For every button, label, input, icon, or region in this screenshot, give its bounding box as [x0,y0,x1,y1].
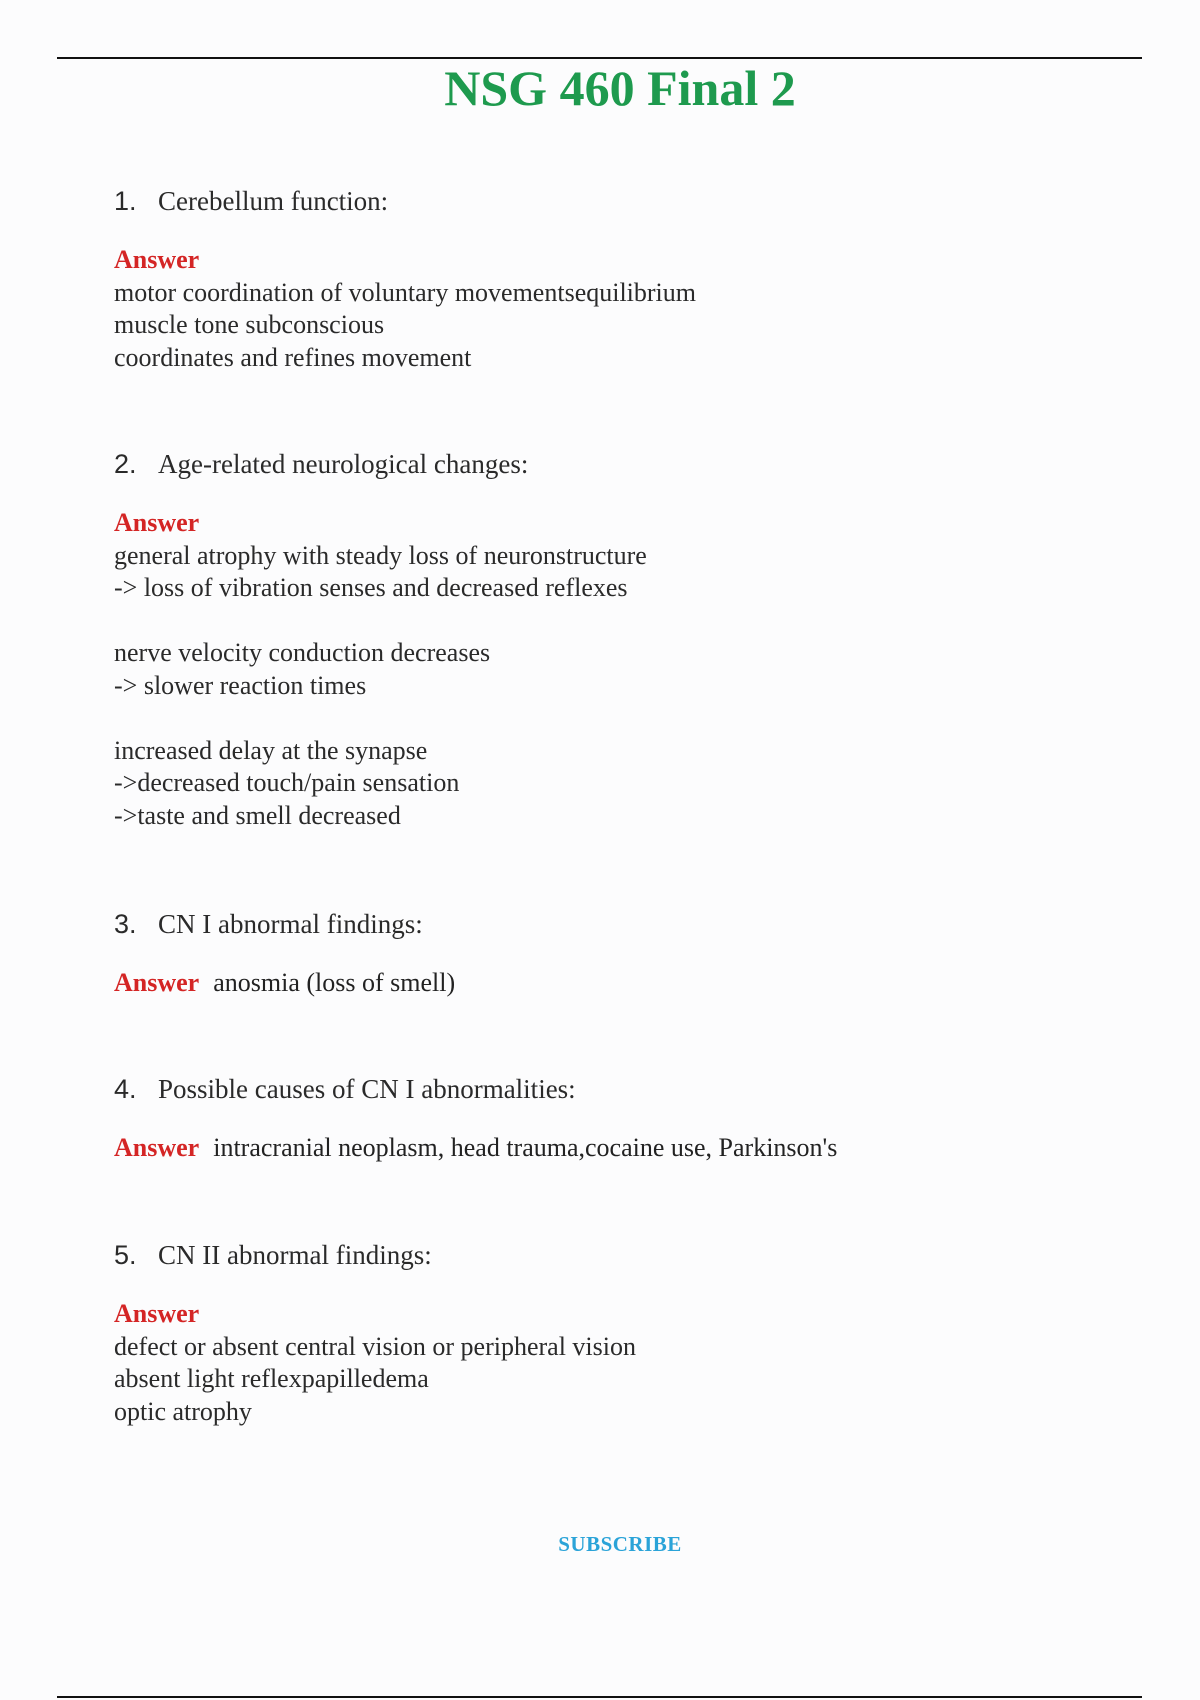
bottom-rule [57,1696,1142,1698]
answer-line: defect or absent central vision or peripheral vision [114,1331,636,1361]
question-number: 5. [114,1240,137,1270]
answer-line: nerve velocity conduction decreases [114,638,491,667]
question-number: 4. [114,1074,137,1104]
answer-line: ->decreased touch/pain sensation [114,768,460,797]
answer-line: optic atrophy [114,1396,252,1426]
answer-line: general atrophy with steady loss of neuronstructure [114,540,647,570]
subscribe-link[interactable]: SUBSCRIBE [558,1532,682,1556]
answer-block [114,507,1114,832]
question-number: 2. [114,449,137,479]
question-heading [114,184,1114,218]
question-text: Age-related neurological changes: [158,449,529,479]
answer-line: absent light reflexpapilledema [114,1364,429,1393]
answer-line: -> loss of vibration senses and decreased reflexes [114,573,628,602]
answer-line: motor coordination of voluntary movementsequilibrium [114,277,697,307]
answer-text: intracranial neoplasm, head trauma,cocaine use, Parkinson's [213,1133,838,1162]
question-2 [114,447,1114,832]
answer-label: Answer [114,508,200,537]
question-text: Cerebellum function: [158,186,389,216]
question-heading [114,1238,1114,1272]
question-text: CN I abnormal findings: [158,909,423,939]
question-5 [114,1238,1114,1428]
question-4 [114,1072,1114,1165]
answer-text: anosmia (loss of smell) [213,968,456,997]
answer-line: -> slower reaction times [114,670,367,700]
answer-label: Answer [114,1299,200,1328]
page-title: NSG 460 Final 2 [444,60,796,116]
answer-label: Answer [114,968,200,997]
answer-line: increased delay at the synapse [114,735,428,765]
answer-block [114,244,1114,374]
question-text: Possible causes of CN I abnormalities: [158,1074,576,1104]
question-heading [114,1072,1114,1106]
answer-block [114,1298,1114,1428]
answer-label: Answer [114,245,200,274]
question-3 [114,907,1114,1000]
question-heading [114,447,1114,481]
answer-block [114,967,1114,1000]
question-1 [114,184,1114,374]
answer-line: ->taste and smell decreased [114,800,401,830]
answer-line: muscle tone subconscious [114,310,385,339]
answer-block [114,1132,1114,1165]
question-number: 3. [114,909,137,939]
question-number: 1. [114,186,137,216]
answer-label: Answer [114,1133,200,1162]
answer-line: coordinates and refines movement [114,342,472,372]
question-text: CN II abnormal findings: [158,1240,432,1270]
question-heading [114,907,1114,941]
